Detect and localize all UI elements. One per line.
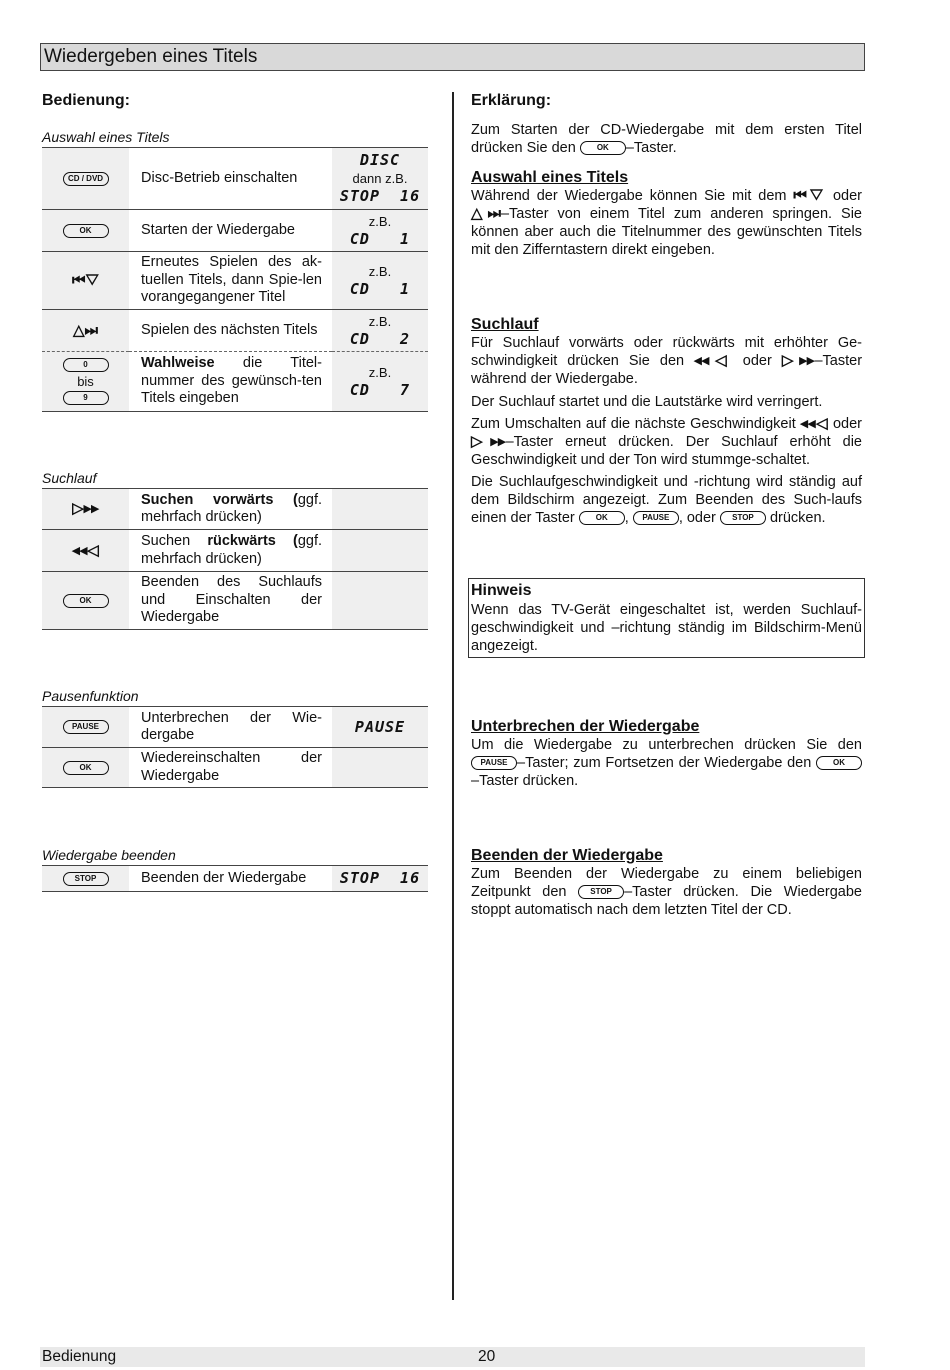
section-pause: Unterbrechen der Wiedergabe Um die Wiedergabe zu unterbrechen drücken Sie den PAUSE –Taster; zum Fortsetzen der Wiedergabe den OK–Taster drücken. [471,718,862,789]
page-title: Wiedergeben eines Titels [40,43,865,71]
row-text: Wahlweise die Titel-nummer des gewünsch-ten Titels eingeben [129,352,332,412]
table-row [42,489,428,530]
table-row [42,707,428,748]
ok-button-icon: OK [580,141,626,155]
pause-button-icon: PAUSE [471,756,517,770]
rewind-icon: ◂◂◁ [72,541,99,559]
caption-stop: Wiedergabe beenden [42,847,176,863]
skip-back-icon: ⏮▽ [72,271,99,289]
skip-forward-icon: △⏭ [471,205,501,222]
pause-button-icon: PAUSE [63,720,109,734]
display-readout: z.B. CD 7 [332,352,428,412]
table-row [42,572,428,630]
column-divider [452,92,454,1300]
stop-button-icon: STOP [63,872,109,886]
page-footer [40,1347,865,1367]
page-number: 20 [478,1348,496,1365]
row-text: Wiedereinschalten der Wiedergabe [129,748,332,788]
row-text: Suchen rückwärts (ggf. mehrfach drücken) [129,530,332,572]
ok-button-icon: OK [579,511,625,525]
row-text: Erneutes Spielen des ak-tuellen Titels, dann Spie-len vorangegangener Titel [129,252,332,310]
fast-forward-icon: ▷▸▸ [72,500,99,517]
stop-button-icon: STOP [720,511,766,525]
display-readout: z.B. CD 2 [332,310,428,352]
table-row [42,310,428,352]
hint-text: Wenn das TV-Gerät eingeschaltet ist, werden Suchlauf-geschwindigkeit und –richtung ständig im Bildschirm-Menü angezeigt. [471,602,862,654]
section-stop: Beenden der Wiedergabe Zum Beenden der Wiedergabe zu einem beliebigen Zeitpunkt den STOP –Taster drücken. Die Wiedergabe stoppt automatisch nach dem letzten Titel der CD. [471,847,862,918]
stop-button-icon: STOP [578,885,624,899]
caption-search: Suchlauf [42,470,97,486]
hint-box [468,578,865,658]
intro-paragraph: Zum Starten der CD-Wiedergabe mit dem ersten Titel drücken Sie den OK –Taster. [471,122,862,156]
row-text: Disc-Betrieb einschalten [129,148,332,210]
display-readout: z.B. CD 1 [332,210,428,252]
operation-heading: Bedienung: [42,92,130,109]
table-row [42,866,428,892]
table-title-select [42,147,428,412]
operation-column [42,92,428,892]
pause-button-icon: PAUSE [633,511,679,525]
digit-9-button-icon: 9 [63,391,109,405]
table-row [42,748,428,788]
section-title-select: Auswahl eines Titels Während der Wiedergabe können Sie mit dem ⏮▽ oder △⏭–Taster von einem Titel zum anderen springen. Sie können aber auch die Titelnummer des gewünschten Titels mit den Zifferntastern direkt eingeben. [471,169,863,258]
caption-pause: Pausenfunktion [42,688,139,704]
table-row [42,530,428,572]
table-stop [42,865,428,892]
explanation-column [471,92,863,918]
ok-button-icon: OK [63,594,109,608]
display-readout: DISC dann z.B. STOP 16 [332,148,428,210]
table-row [42,148,428,210]
table-row [42,352,428,412]
section-search: Suchlauf Für Suchlauf vorwärts oder rückwärts mit erhöhter Ge-schwindigkeit drücken Sie den ◂◂◁ oder ▷▸▸–Taster während der Wiedergabe. Der Suchlauf startet und die Lautstärke wird verringert. Zum Umschalten auf die nächste Geschwindigkeit ◂◂◁ oder ▷▸▸–Taster erneut drücken. Der Suchlauf erhöht die Geschwindigkeit und der Ton wird stummge-schaltet. Die Suchlaufgeschwindigkeit und -richtung wird ständig auf dem Bildschirm angezeigt. Zum Beenden des Such-laufs einen der Taster OK , PAUSE , oder STOP drücken. [471,316,863,526]
row-text: Unterbrechen der Wie-dergabe [129,707,332,748]
section-heading: Unterbrechen der Wiedergabe [471,718,700,735]
skip-forward-icon: △⏭ [72,321,99,339]
fast-forward-icon: ▷▸▸ [471,433,506,450]
fast-forward-icon: ▷▸▸ [781,352,815,369]
section-heading: Auswahl eines Titels [471,169,629,186]
between-label: bis [77,374,94,389]
table-row [42,252,428,310]
hint-heading: Hinweis [471,582,532,599]
caption-title-select: Auswahl eines Titels [42,129,170,145]
display-readout: STOP 16 [332,866,428,892]
skip-back-icon: ⏮▽ [793,187,827,204]
row-text: Suchen vorwärts (ggf. mehrfach drücken) [129,489,332,530]
table-row [42,210,428,252]
display-readout: z.B. CD 1 [332,252,428,310]
row-text: Beenden der Wiedergabe [129,866,332,892]
explanation-heading: Erklärung: [471,92,552,109]
row-text: Spielen des nächsten Titels [129,310,332,352]
digit-0-button-icon: 0 [63,358,109,372]
display-readout: PAUSE [332,707,428,748]
ok-button-icon: OK [63,224,109,238]
footer-section: Bedienung [42,1348,117,1365]
row-text: Beenden des Suchlaufs und Einschalten der Wiedergabe [129,572,332,630]
table-pause [42,706,428,788]
table-search [42,488,428,630]
section-heading: Suchlauf [471,316,539,333]
rewind-icon: ◂◂◁ [800,415,829,432]
row-text: Starten der Wiedergabe [129,210,332,252]
ok-button-icon: OK [63,761,109,775]
ok-button-icon: OK [816,756,862,770]
cd-dvd-button-icon: CD / DVD [63,172,109,186]
section-heading: Beenden der Wiedergabe [471,847,663,864]
rewind-icon: ◂◂◁ [694,352,733,369]
